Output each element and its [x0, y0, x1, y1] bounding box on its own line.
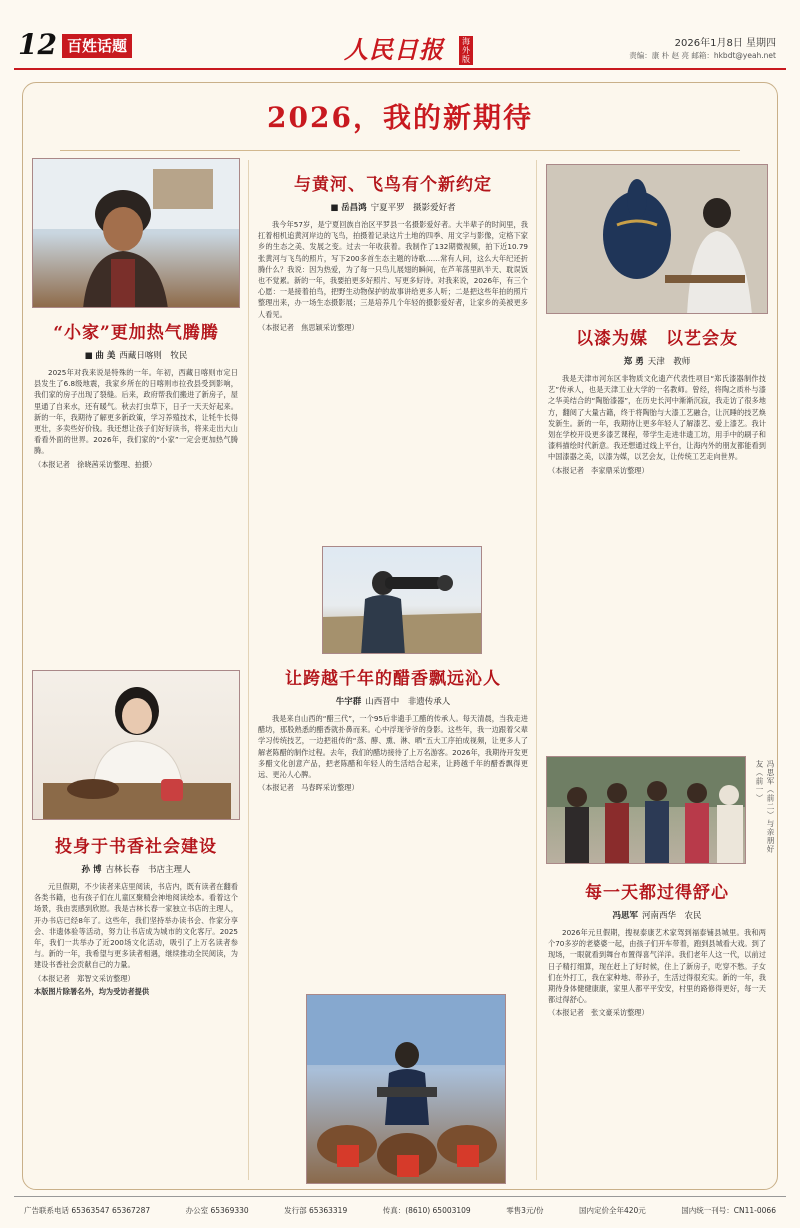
footer-office: 办公室 65369330	[185, 1206, 249, 1215]
article-title: 以漆为媒 以艺会友	[576, 329, 738, 349]
photo-family-group	[546, 756, 746, 864]
photo-caption: 冯思军（前二）与亲朋好友（前一）	[755, 760, 775, 854]
article-title: “小家”更加热气腾腾	[53, 323, 219, 343]
page-number: 12	[18, 28, 57, 61]
author-name: 牛宇群	[335, 697, 362, 707]
article-huanghe	[258, 170, 528, 333]
author-name: 曲 美	[95, 351, 116, 361]
article-shuxin	[548, 878, 766, 1018]
author-name: 孙 博	[81, 865, 102, 875]
author-info: 宁夏平罗 摄影爱好者	[370, 203, 456, 213]
photo-photographer	[322, 546, 482, 654]
article-author	[548, 355, 766, 367]
author-info: 河南西华 农民	[642, 911, 702, 921]
article-title: 每一天都过得舒心	[585, 883, 729, 903]
article-body: 我是来自山西的“醋三代”，一个95后非遗手工醋的传承人。每天清晨，当我走进醋坊，那股熟悉的醋香就扑鼻而来。心中浮现爷爷的身影。这些年，我一边跟着父辈学习传统技艺，一边把祖传的“蒸、酵、熏、淋、晒”五大工序拍成视频，让更多人了解老陈醋的制作过程。去年，我们的醋坊接待了上万名游客。2026年，我期待开发更多醋文化创意产品，把老陈醋和年轻人的生活结合起来，让跨越千年的醋香飘得更远、更沁人心脾。	[258, 714, 528, 780]
author-info: 山西晋中 非遗传承人	[365, 697, 451, 707]
photo-vinegar-workshop	[306, 994, 506, 1184]
article-body: 元旦假期，不少读者来店里阅读，书店内，既有读者在翻看各类书籍，也有孩子们在儿童区聚精会神地阅读绘本。看着这个场景，我由衷感到欣慰。我是吉林长春一家独立书店的主理人，开办书店已经8年了。这些年，我们坚持举办读书会、作家分享会、非遗体验等活动，努力让书店成为城市的文化客厅。2025年，我们一共举办了近200场文化活动，吸引了上万名读者参与。新的一年，我希望与更多读者相遇，继续推动全民阅读，为建设书香社会贡献自己的力量。	[34, 882, 238, 970]
author-info: 吉林长春 书店主理人	[105, 865, 191, 875]
article-title: 让跨越千年的醋香飘远沁人	[285, 669, 501, 689]
article-credit: （本报记者 徐晓茜采访整理、拍摄）	[34, 459, 157, 469]
footer-ad-phone: 广告联系电话 65363547 65367287	[24, 1206, 151, 1215]
author-name: 冯思军	[612, 911, 638, 921]
article-shuxiang	[34, 832, 238, 997]
header-rule	[14, 68, 786, 70]
footer-domestic-price: 国内定价全年420元	[578, 1206, 646, 1215]
author-info: 天津 教师	[647, 357, 691, 367]
article-author	[34, 863, 238, 875]
editor-credits: 责编：康 朴 赵 亮 邮箱：hkbdt@yeah.net	[629, 51, 776, 60]
issue-date: 2026年1月8日 星期四	[674, 38, 776, 49]
article-xiaojia	[34, 318, 238, 470]
article-body: 我是天津市河东区非物质文化遗产代表性项目“郑氏漆器制作技艺”传承人，也是天津工业大学的一名教师。曾经，将陶之质朴与漆之华美结合的“陶胎漆器”，在历史长河中渐渐沉寂，我走访了很多地方，翻阅了大量古籍，终于将陶胎与大漆工艺融合，让沉睡的技艺焕发新生。新的一年，我期待让更多年轻人了解漆艺、爱上漆艺。我计划在学校开设更多漆艺课程，带学生走进非遗工坊，用手中的刷子和漆料描绘时代新意。我还想通过线上平台，让海内外的朋友都能看到中国漆器之美，以漆为媒，以艺会友，让传统工艺走向世界。	[548, 374, 766, 462]
page-title: 2026，我的新期待	[267, 101, 533, 134]
footer-fax: 传真：(8610) 65003109	[382, 1206, 471, 1215]
article-author: ■ 岳昌鸿 宁夏平罗 摄影爱好者	[330, 203, 456, 213]
photo-note: 本版图片除署名外，均为受访者提供	[34, 986, 150, 996]
author-name: 郑 勇	[623, 357, 644, 367]
article-qiliang	[548, 324, 766, 476]
newspaper-header	[14, 30, 786, 70]
footer-price: 零售3元/份	[506, 1206, 544, 1215]
article-laoyu	[258, 664, 528, 793]
article-credit: （本报记者 焦思颖采访整理）	[258, 322, 359, 332]
article-title: 与黄河、飞鸟有个新约定	[294, 175, 492, 195]
page-footer	[14, 1196, 786, 1220]
article-body: 2025年对我来说是特殊的一年。年初，西藏日喀则市定日县发生了6.8级地震，我家乡所在的日喀则市拉孜县受到影响，我们家的房子出现了裂缝。后来，政府帮我们搬进了新房子，屋里通了自来水，还有暖气。秋去打虫草下，日子一天天好起来。新的一年，我期待了解更多新政策，学习养殖技术，让牦牛长得更壮，多卖些好价钱。我还想让孩子们好好读书，将来走出大山看看外面的世界。2026年，我们家的“小家”一定会更加热气腾腾。	[34, 368, 238, 456]
article-body: 我今年57岁，是宁夏回族自治区平罗县一名摄影爱好者。大半辈子的时间里，我扛着相机追黄河岸边的飞鸟，拍摄着记录这片土地的四季、用文字与影像，定格下家乡的生态之美、发展之变。过去一年收获着。我制作了132期微视频，拍下近10.79张黄河与飞鸟的照片，写下200多首生态主题的诗歌……常有人问，这么大年纪还折腾什么？我说：因为热爱，为了每一只鸟儿展翅的瞬间，在芦苇荡里趴半天、耽误饭也不觉累。新的一年，我要拍更多好照片、写更多好诗。对我来说，2026年，有三个心愿：一是接着拍鸟，把野生动物保护的故事讲给更多人听；二是把这些年拍的照片整理出来，办一场生态摄影展；三是培养几个年轻的摄影爱好者，让家乡的美被更多人看见。	[258, 220, 528, 319]
paper-logo: 人民日报	[344, 35, 444, 64]
footer-cn-number: 国内统一刊号：CN11-0066	[681, 1206, 776, 1215]
footer-distribution: 发行部 65363319	[284, 1206, 348, 1215]
article-credit: （本报记者 张文豪采访整理）	[548, 1008, 649, 1018]
edition-badge: 海外版	[459, 36, 473, 65]
article-body: 2026年元旦假期，搜视泰康艺术家驾到福泰铺县城里。我和两个70多岁的老婆婆一起，由孩子们开车带着，跑到县城看大戏。到了现场，一眼就看到舞台布置得喜气洋洋。我们老年人这一代，以前过日子精打细算，现在赶上了好时候，住上了新房子，吃穿不愁。子女们在外打工，我在家种地、带孙子，生活过得很充实。新的一年，我期待身体健健康康，家里人都平平安安，村里的路修得更好，每一天都过得舒心。	[548, 928, 766, 1005]
photo-tibetan-woman	[32, 158, 240, 308]
column-divider	[536, 160, 537, 1180]
author-name: 岳昌鸿	[341, 203, 367, 213]
article-credit: （本报记者 郑智文采访整理）	[34, 973, 135, 983]
column-divider	[248, 160, 249, 1180]
article-credit: （本报记者 马春晖采访整理）	[258, 783, 359, 793]
article-author: ■ 曲 美 西藏日喀则 牧民	[84, 351, 188, 361]
article-author	[548, 909, 766, 921]
title-divider	[60, 150, 740, 151]
article-credit: （本报记者 李家鼎采访整理）	[548, 465, 649, 475]
article-author	[258, 695, 528, 707]
photo-lacquer-artist	[546, 164, 768, 314]
photo-bookstore-woman	[32, 670, 240, 820]
article-title: 投身于书香社会建设	[55, 837, 217, 857]
author-info: 西藏日喀则 牧民	[119, 351, 188, 361]
section-label: 百姓话题	[62, 34, 132, 58]
